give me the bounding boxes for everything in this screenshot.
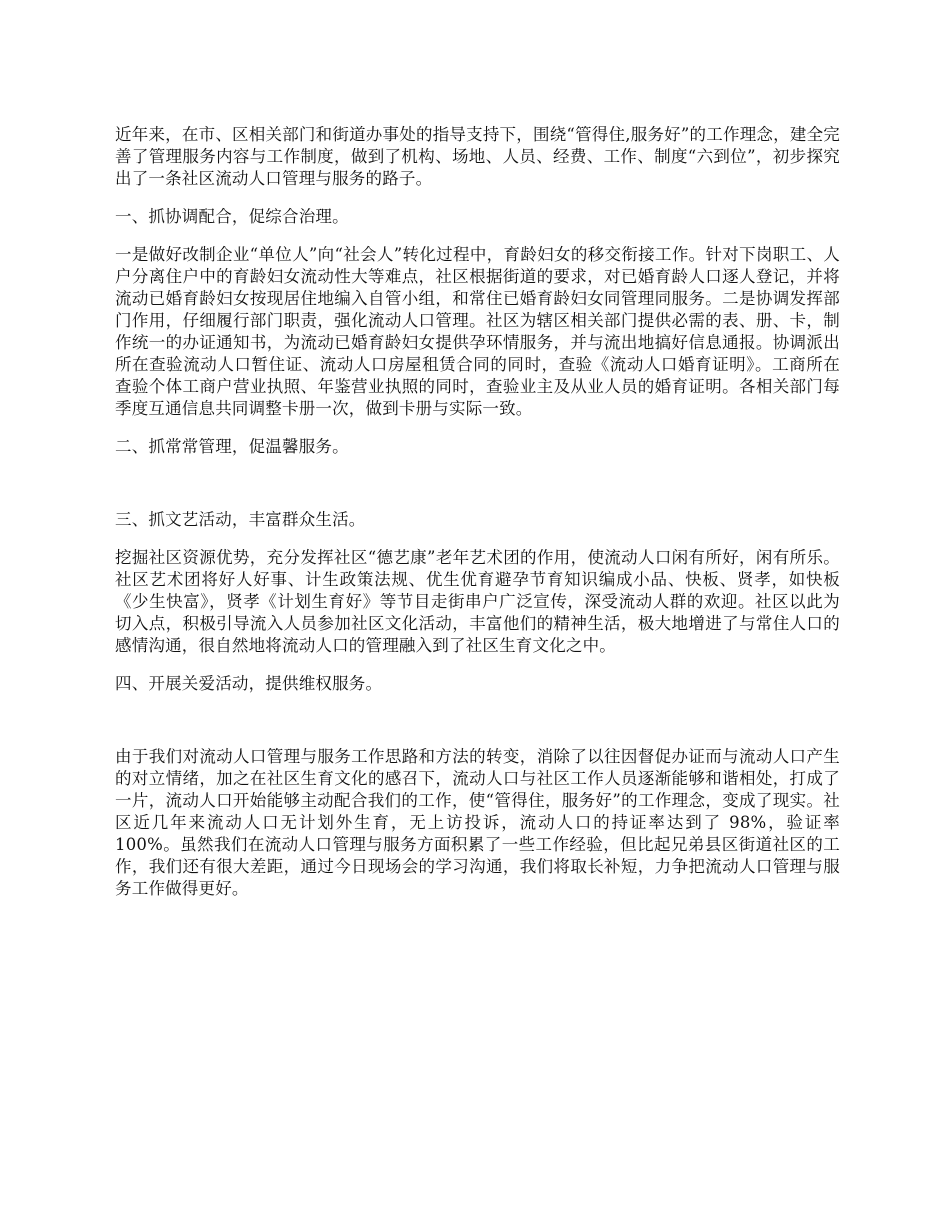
section-heading-2: 二、抓常常管理，促温馨服务。 <box>115 437 349 456</box>
blank-space <box>115 474 840 509</box>
section-heading-4: 四、开展关爱活动，提供维权服务。 <box>115 674 383 693</box>
section-3-paragraph: 挖掘社区资源优势，充分发挥社区“德艺康”老年艺术团的作用，使流动人口闲有所好，闲有所乐。社区艺术团将好人好事、计生政策法规、优生优育避孕节育知识编成小品、快板、贤孝，如快板《少生快富》，贤孝《计划生育好》等节目走街串户广泛宣传，深受流动人群的欢迎。社区以此为切入点，积极引导流入人员参加社区文化活动，丰富他们的精神生活，极大地增进了与常住人口的感情沟通，很自然地将流动人口的管理融入到了社区生育文化之中。 <box>115 548 840 655</box>
document-body <box>115 124 840 916</box>
intro-paragraph: 近年来，在市、区相关部门和街道办事处的指导支持下，围绕“管得住,服务好”的工作理念，建全完善了管理服务内容与工作制度，做到了机构、场地、人员、经费、工作、制度“六到位”，初步探究出了一条社区流动人口管理与服务的路子。 <box>115 125 840 188</box>
section-1-paragraph: 一是做好改制企业“单位人”向“社会人”转化过程中，育龄妇女的移交衔接工作。针对下岗职工、人户分离住户中的育龄妇女流动性大等难点，社区根据街道的要求，对已婚育龄人口逐人登记，并将流动已婚育龄妇女按现居住地编入自管小组，和常住已婚育龄妇女同管理同服务。二是协调发挥部门作用，仔细履行部门职责，强化流动人口管理。社区为辖区相关部门提供必需的表、册、卡，制作统一的办证通知书，为流动已婚育龄妇女提供孕环情服务，并与流出地搞好信息通报。协调派出所在查验流动人口暂住证、流动人口房屋租赁合同的同时，查验《流动人口婚育证明》。工商所在查验个体工商户营业执照、年鉴营业执照的同时，查验业主及从业人员的婚育证明。各相关部门每季度互通信息共同调整卡册一次，做到卡册与实际一致。 <box>115 245 840 418</box>
blank-space <box>115 711 840 746</box>
section-heading-1: 一、抓协调配合，促综合治理。 <box>115 207 349 226</box>
closing-paragraph: 由于我们对流动人口管理与服务工作思路和方法的转变，消除了以往因督促办证而与流动人口产生的对立情绪，加之在社区生育文化的感召下，流动人口与社区工作人员逐渐能够和谐相处，打成了一片，流动人口开始能够主动配合我们的工作，使“管得住，服务好”的工作理念，变成了现实。社区近几年来流动人口无计划外生育，无上访投诉，流动人口的持证率达到了 98%，验证率 100%。虽然我们在流动人口管理与服务方面积累了一些工作经验，但比起兄弟县区街道社区的工作，我们还有很大差距，通过今日现场会的学习沟通，我们将取长补短，力争把流动人口管理与服务工作做得更好。 <box>115 747 840 898</box>
section-heading-3: 三、抓文艺活动，丰富群众生活。 <box>115 510 366 529</box>
